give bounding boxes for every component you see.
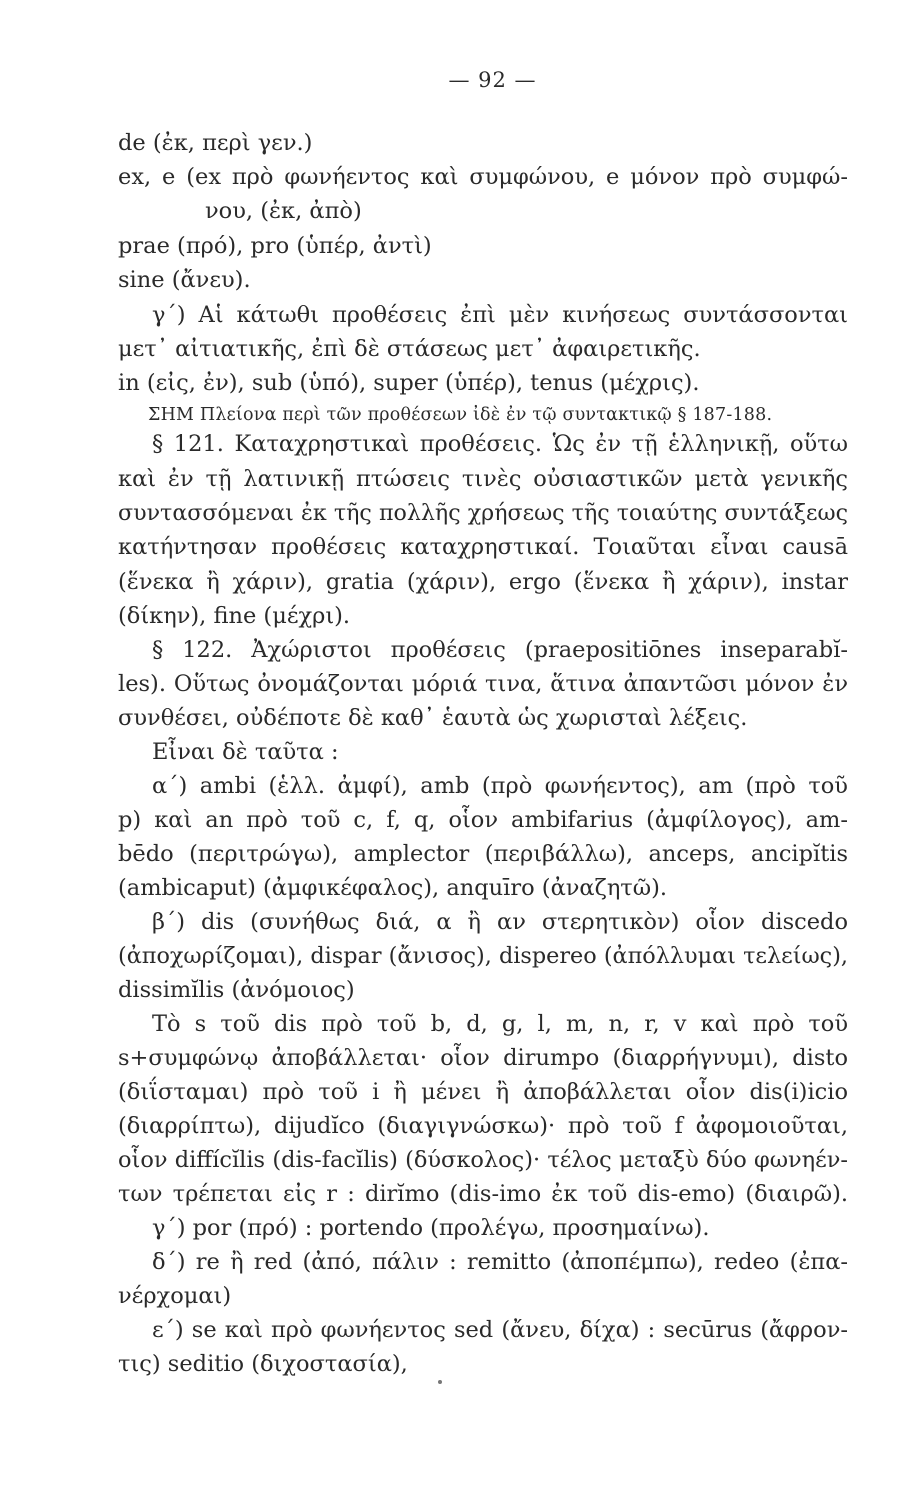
text-line: ex, e (ex πρὸ φωνήεντος καὶ συμφώνου, e μόνον πρὸ συμφώ- (118, 164, 848, 190)
text-line: dissimĭlis (ἀνόμοιος) (118, 977, 355, 1003)
ink-dot (438, 1380, 442, 1384)
text-line: (διΐσταμαι) πρὸ τοῦ i ἢ μένει ἢ ἀποβάλλεται οἷον dis(i)icio (118, 1079, 848, 1105)
text-line: γ΄) Αἱ κάτωθι προθέσεις ἐπὶ μὲν κινήσεως συντάσσονται (152, 302, 848, 328)
text-line: τις) seditio (διχοστασία), (118, 1351, 408, 1377)
text-line: Τὸ s τοῦ dis πρὸ τοῦ b, d, g, l, m, n, r, v καὶ πρὸ τοῦ (152, 1011, 848, 1037)
text-line: les). Οὕτως ὀνομάζονται μόριά τινα, ἅτινα ἀπαντῶσι μόνον ἐν (118, 671, 848, 697)
text-line: (ἕνεκα ἢ χάριν), gratia (χάριν), ergo (ἕνεκα ἢ χάριν), instar (118, 569, 848, 595)
text-line: in (εἰς, ἐν), sub (ὑπό), super (ὑπέρ), tenus (μέχρις). (118, 370, 700, 396)
text-line: de (ἐκ, περὶ γεν.) (118, 130, 313, 156)
text-line: ε΄) se καὶ πρὸ φωνήεντος sed (ἄνευ, δίχα) : secūrus (ἄφρον- (152, 1317, 848, 1343)
text-line: δ΄) re ἢ red (ἀπό, πάλιν : remitto (ἀποπέμπω), redeo (ἐπα- (152, 1249, 848, 1275)
text-line: β΄) dis (συνήθως διά, α ἢ αν στερητικὸν) οἷον discedo (152, 909, 848, 935)
text-line: καὶ ἐν τῇ λατινικῇ πτώσεις τινὲς οὐσιαστικῶν μετὰ γενικῆς (118, 466, 848, 492)
text-line: συντασσόμεναι ἐκ τῆς πολλῆς χρήσεως τῆς τοιαύτης συντάξεως (118, 500, 848, 526)
text-line: (διαρρίπτω), dijudĭco (διαγιγνώσκω)· πρὸ τοῦ f ἀφομοιοῦται, (118, 1113, 848, 1139)
text-line: sine (ἄνευ). (118, 267, 251, 293)
text-line: p) καὶ an πρὸ τοῦ c, f, q, οἷον ambifarius (ἀμφίλογος), am- (118, 807, 848, 833)
note-line: ΣΗΜ Πλείονα περὶ τῶν προθέσεων ἰδὲ ἐν τῷ συντακτικῷ § 187-188. (148, 405, 773, 425)
text-line: οἷον diffícĭlis (dis-facĭlis) (δύσκολος)· τέλος μεταξὺ δύο φωνηέν- (118, 1147, 848, 1173)
text-line: (ambicaput) (ἀμφικέφαλος), anquīro (ἀναζητῶ). (118, 875, 668, 901)
text-line: νέρχομαι) (118, 1283, 232, 1309)
text-line: νου, (ἐκ, ἀπὸ) (205, 198, 362, 224)
text-line: prae (πρό), pro (ὑπέρ, ἀντὶ) (118, 233, 432, 259)
text-line: s+συμφώνῳ ἀποβάλλεται· οἷον dirumpo (διαρρήγνυμι), disto (118, 1045, 848, 1071)
section-heading-121: § 121. Καταχρηστικαὶ προθέσεις. Ὡς ἐν τῇ ἑλληνικῇ, οὕτω (152, 431, 848, 457)
page-number: — 92 — (448, 68, 537, 92)
text-line: συνθέσει, οὐδέποτε δὲ καθ᾽ ἑαυτὰ ὡς χωρισταὶ λέξεις. (118, 705, 748, 731)
text-line: μετ᾽ αἰτιατικῆς, ἐπὶ δὲ στάσεως μετ᾽ ἀφαιρετικῆς. (118, 336, 701, 362)
text-line: (ἀποχωρίζομαι), dispar (ἄνισος), dispereo (ἀπόλλυμαι τελείως), (118, 943, 848, 969)
text-line: bēdo (περιτρώγω), amplector (περιβάλλω), anceps, ancipĭtis (118, 841, 848, 867)
text-line: γ΄) por (πρό) : portendo (προλέγω, προσημαίνω). (152, 1215, 710, 1241)
text-line: των τρέπεται εἰς r : dirĭmo (dis-imo ἐκ τοῦ dis-emo) (διαιρῶ). (118, 1181, 848, 1207)
text-line: κατήντησαν προθέσεις καταχρηστικαί. Τοιαῦται εἶναι causā (118, 534, 848, 560)
text-line: Εἶναι δὲ ταῦτα : (152, 739, 339, 765)
text-line: (δίκην), fine (μέχρι). (118, 603, 351, 629)
text-line: α΄) ambi (ἑλλ. ἀμφί), amb (πρὸ φωνήεντος), am (πρὸ τοῦ (152, 773, 848, 799)
section-heading-122: § 122. Ἀχώριστοι προθέσεις (praepositiōnes inseparabĭ- (152, 637, 848, 663)
